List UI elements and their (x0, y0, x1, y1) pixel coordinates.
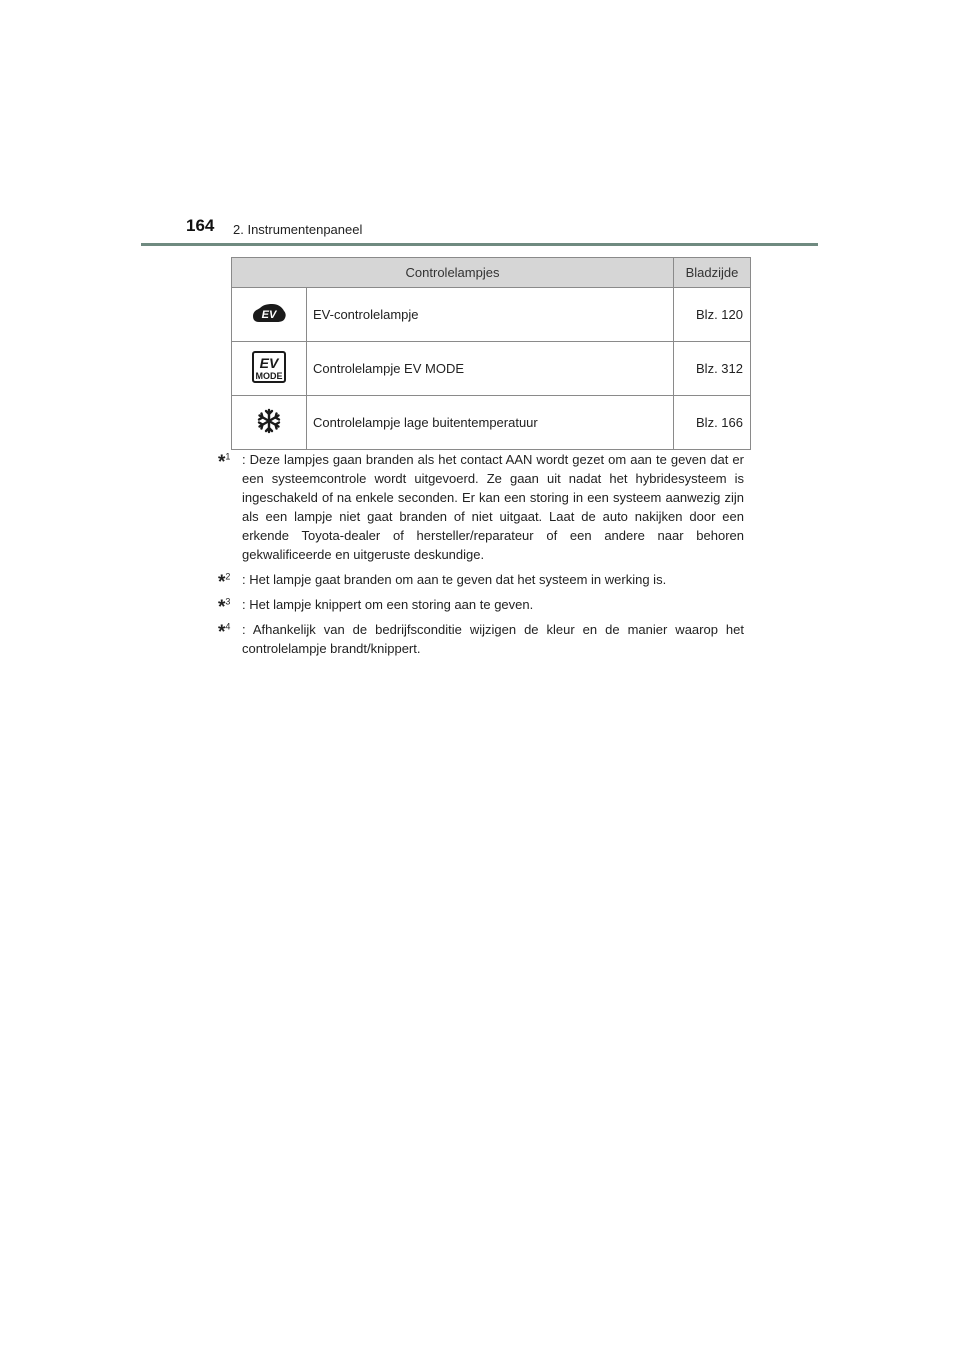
icon-cell (232, 396, 307, 450)
footnote-2 (218, 570, 744, 593)
page-reference: Blz. 312 (674, 342, 751, 396)
footnote-text: : Het lampje gaat branden om aan te geven dat het systeem in werking is. (242, 572, 667, 587)
footnote-marker: *$^3$ (218, 596, 231, 618)
footnote-text: : Afhankelijk van de bedrijfsconditie wijzigen de kleur en de manier waarop het controlelampje brandt/knippert. (242, 622, 744, 656)
icon-cell (232, 288, 307, 342)
snowflake-icon (256, 408, 282, 437)
table-header-row (232, 258, 751, 288)
indicator-name: EV-controlelampje (307, 288, 674, 342)
page-reference: Blz. 120 (674, 288, 751, 342)
indicator-table (231, 257, 751, 450)
footnote-1 (218, 450, 744, 564)
footnote-marker: *$^1$ (218, 451, 231, 473)
column-header-indicators: Controlelampjes (232, 258, 674, 288)
svg-text:MODE: MODE (255, 371, 283, 381)
footnote-marker: *$^2$ (218, 571, 231, 593)
footnote-text: : Deze lampjes gaan branden als het contact AAN wordt gezet om aan te geven dat er een systeemcontrole wordt uitgevoerd. Ze gaan uit nadat het hybridesysteem is ingeschakeld of na enkele seconden. Er kan een storing in een systeem aanwezig zijn als een lampje niet gaat branden of niet uitgaat. Laat de auto nakijken door een erkende Toyota-dealer of hersteller/reparateur of een andere naar behoren gekwalificeerde en uitgeruste deskundige. (242, 452, 744, 562)
indicator-name: Controlelampje lage buitentemperatuur (307, 396, 674, 450)
footnote-4 (218, 620, 744, 658)
footnotes (218, 450, 744, 664)
footnote-3 (218, 595, 744, 618)
footnote-marker: *$^4$ (218, 621, 231, 643)
svg-text:EV: EV (261, 309, 277, 321)
table-row (232, 342, 751, 396)
table-row (232, 288, 751, 342)
indicator-name: Controlelampje EV MODE (307, 342, 674, 396)
icon-cell (232, 342, 307, 396)
ev-indicator-icon (251, 302, 287, 327)
column-header-page: Bladzijde (674, 258, 751, 288)
page-reference: Blz. 166 (674, 396, 751, 450)
footnote-text: : Het lampje knippert om een storing aan te geven. (242, 597, 534, 612)
table-row (232, 396, 751, 450)
section-title: 2. Instrumentenpaneel (233, 222, 363, 237)
page-number: 164 (186, 216, 215, 235)
ev-mode-indicator-icon (252, 351, 286, 386)
header-rule (141, 243, 818, 246)
svg-text:EV: EV (259, 355, 279, 371)
